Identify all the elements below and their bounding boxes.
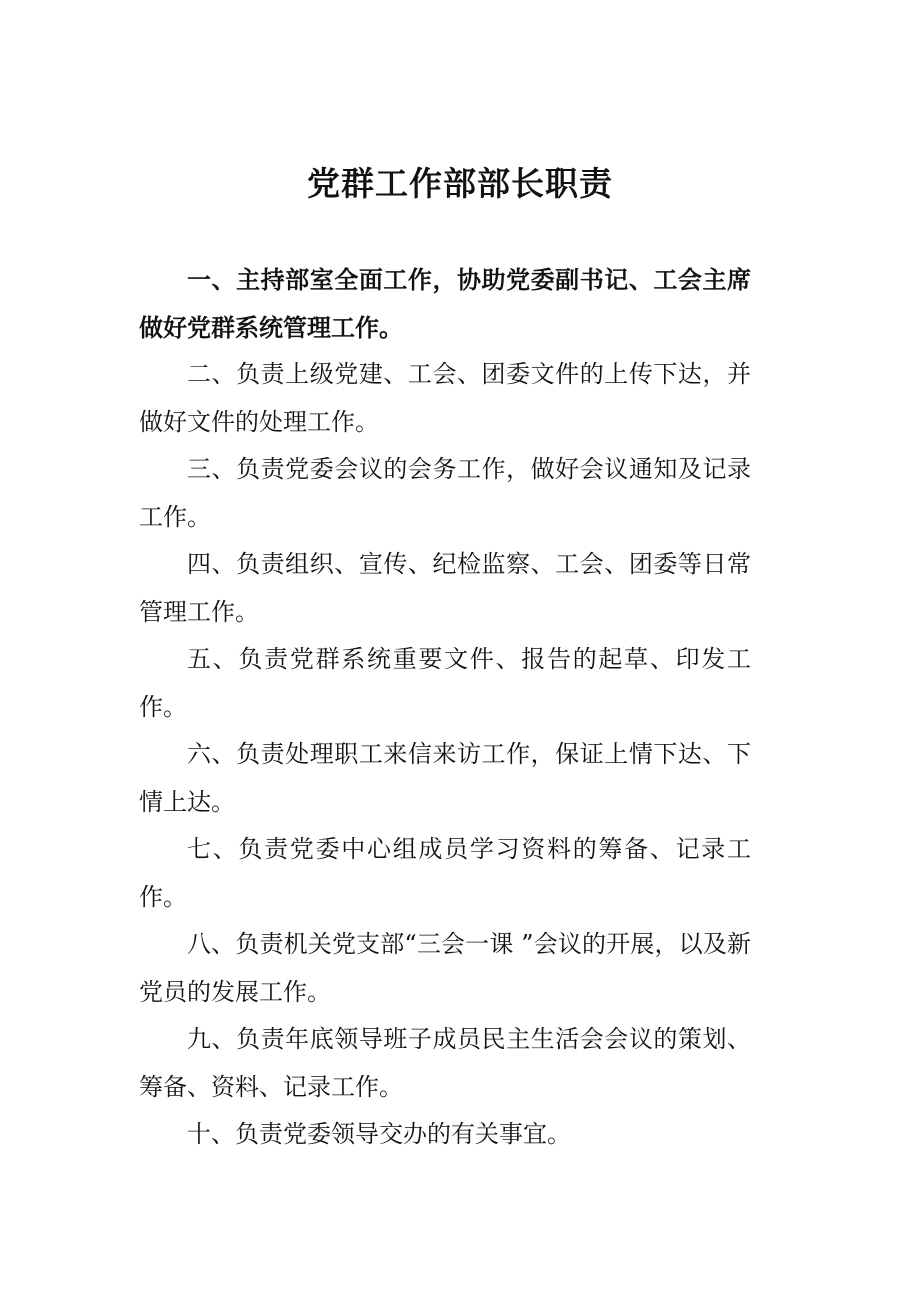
paragraph-5: 五、负责党群系统重要文件、报告的起草、印发工作。: [139, 645, 751, 721]
paragraph-4: 四、负责组织、宣传、纪检监察、工会、团委等日常管理工作。: [139, 550, 751, 626]
page-title: 党群工作部部长职责: [307, 164, 613, 203]
paragraph-1: 一、主持部室全面工作，协助党委副书记、工会主席做好党群系统管理工作。: [139, 265, 751, 342]
paragraph-7: 七、负责党委中心组成员学习资料的筹备、记录工作。: [139, 835, 751, 911]
paragraph-6: 六、负责处理职工来信来访工作，保证上情下达、下情上达。: [139, 740, 751, 816]
paragraph-9: 九、负责年底领导班子成员民主生活会会议的策划、筹备、资料、记录工作。: [139, 1025, 751, 1101]
paragraph-8: 八、负责机关党支部“三会一课 ”会议的开展，以及新党员的发展工作。: [139, 930, 751, 1006]
paragraph-3: 三、负责党委会议的会务工作，做好会议通知及记录工作。: [139, 455, 751, 531]
paragraph-10: 十、负责党委领导交办的有关事宜。: [187, 1120, 571, 1148]
document-body: [139, 256, 751, 1159]
paragraph-2: 二、负责上级党建、工会、团委文件的上传下达，并做好文件的处理工作。: [139, 360, 751, 436]
